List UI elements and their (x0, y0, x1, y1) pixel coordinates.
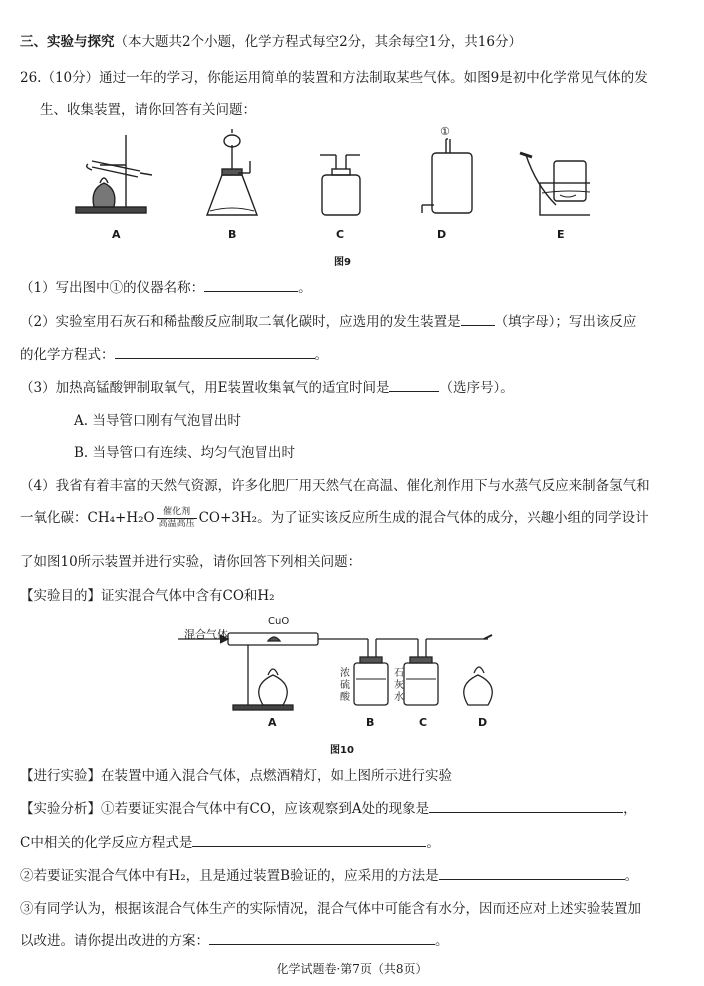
part1-text: （1）写出图中①的仪器名称： (20, 280, 205, 296)
q26-part4-line1: （4）我省有着丰富的天然气资源，许多化肥厂用天然气在高温、催化剂作用下与水蒸气反应来制备氢气和 (20, 478, 650, 494)
equation-left: CH₄+H₂O (87, 510, 155, 526)
figure-9-apparatus (70, 125, 590, 230)
q26-part3 (20, 376, 514, 396)
fig10-acid-label: 浓硫酸 (340, 668, 350, 703)
section-note: （本大题共2个小题，化学方程式每空2分，其余每空1分，共16分） (114, 34, 522, 50)
analysis-1-blank[interactable] (429, 798, 623, 813)
analysis-1b-end: 。 (426, 835, 440, 851)
part2-text-a: （2）实验室用石灰石和稀盐酸反应制取二氧化碳时，应选用的发生装置是 (20, 314, 461, 330)
q26-part2-line1 (20, 310, 636, 330)
part2-blank-device[interactable] (461, 311, 495, 326)
fig10-label-a: A (268, 716, 277, 729)
part2-blank-equation[interactable] (115, 344, 315, 359)
part2-text-b: （填字母）；写出该反应 (494, 314, 637, 330)
analysis-line4: ③有同学认为，根据该混合气体生产的实际情况，混合气体中可能含有水分，因而还应对上述实验装置加 (20, 901, 641, 917)
section-header (20, 30, 522, 50)
q26-intro-line1: 26.（10分）通过一年的学习，你能运用简单的装置和方法制取某些气体。如图9是初中化学常见气体的发 (20, 70, 648, 86)
experiment-line (20, 764, 452, 784)
part3-blank[interactable] (389, 377, 439, 392)
q26-part2-line2 (20, 343, 328, 363)
section-title: 三、实验与探究 (20, 34, 115, 50)
fig10-gas-label: 混合气体 (184, 628, 228, 641)
fig9-label-e: E (557, 228, 565, 241)
apparatus-e (520, 153, 590, 215)
condition-bottom: 高温高压 (158, 519, 195, 529)
part4-text-a: 一氧化碳： (20, 510, 88, 526)
part1-blank[interactable] (204, 277, 298, 292)
q26-intro-line2: 生、收集装置，请你回答有关问题： (40, 102, 256, 118)
analysis-3-text: 以改进。请你提出改进的方案： (20, 933, 209, 949)
option-a: A. 当导管口刚有气泡冒出时 (74, 413, 241, 429)
part3-text-a: （3）加热高锰酸钾制取氧气，用E装置收集氧气的适宜时间是 (20, 380, 390, 396)
experiment-tag: 【进行实验】 (20, 768, 101, 784)
analysis-1-text: ①若要证实混合气体中有CO，应该观察到A处的现象是 (101, 801, 430, 817)
fig10-caption: 图10 (330, 745, 354, 756)
fig10-lime-label: 石灰水 (394, 668, 404, 703)
apparatus-d (422, 139, 472, 213)
experiment-text: 在装置中通入混合气体，点燃酒精灯，如上图所示进行实验 (101, 768, 452, 784)
fig9-label-c: C (336, 228, 345, 241)
part2-end: 。 (314, 347, 328, 363)
analysis-1b-text: C中相关的化学反应方程式是 (20, 835, 193, 851)
fig10-label-d: D (478, 716, 488, 729)
analysis-3-blank[interactable] (209, 930, 435, 945)
fig10-cuo-label: CuO (268, 616, 290, 627)
fig9-label-d: D (437, 228, 447, 241)
purpose-tag: 【实验目的】 (20, 588, 101, 604)
condition-top: 催化剂 (157, 507, 197, 519)
analysis-3-end: 。 (435, 933, 449, 949)
page-footer: 化学试题卷·第7页（共8页） (276, 962, 428, 976)
purpose-line (20, 584, 275, 604)
apparatus-c (320, 155, 360, 215)
fig9-label-b: B (228, 228, 237, 241)
equation-right: CO+3H₂。 (198, 510, 271, 526)
purpose-text: 证实混合气体中含有CO和H₂ (101, 588, 275, 604)
analysis-1b-blank[interactable] (192, 832, 426, 847)
part2-text-c: 的化学方程式： (20, 347, 115, 363)
q26-part4-line2 (20, 506, 649, 530)
q26-part4-line3: 了如图10所示装置并进行实验，请你回答下列相关问题： (20, 554, 362, 570)
analysis-2-text: ②若要证实混合气体中有H₂，且是通过装置B验证的，应采用的方法是 (20, 868, 439, 884)
fig9-label-a: A (112, 228, 121, 241)
part3-text-b: （选序号）。 (439, 380, 514, 396)
analysis-line2 (20, 831, 440, 851)
part4-text-b: 为了证实该反应所生成的混合气体的成分，兴趣小组的同学设计 (270, 510, 649, 526)
apparatus-b (207, 129, 257, 215)
analysis-2-blank[interactable] (439, 865, 625, 880)
analysis-tag: 【实验分析】 (20, 801, 101, 817)
fig10-label-c: C (419, 716, 428, 729)
analysis-line5 (20, 929, 449, 949)
analysis-line1 (20, 797, 637, 817)
fig9-marker: ① (440, 125, 450, 138)
fig9-caption: 图9 (334, 257, 351, 268)
option-b: B. 当导管口有连续、均匀气泡冒出时 (74, 445, 296, 461)
analysis-1-end: ， (623, 801, 637, 817)
analysis-2-end: 。 (624, 868, 639, 884)
equation-condition (157, 507, 197, 530)
fig10-label-b: B (366, 716, 375, 729)
analysis-line3 (20, 864, 638, 884)
q26-part1 (20, 276, 312, 296)
apparatus-a (76, 135, 152, 213)
part1-end: 。 (298, 280, 312, 296)
